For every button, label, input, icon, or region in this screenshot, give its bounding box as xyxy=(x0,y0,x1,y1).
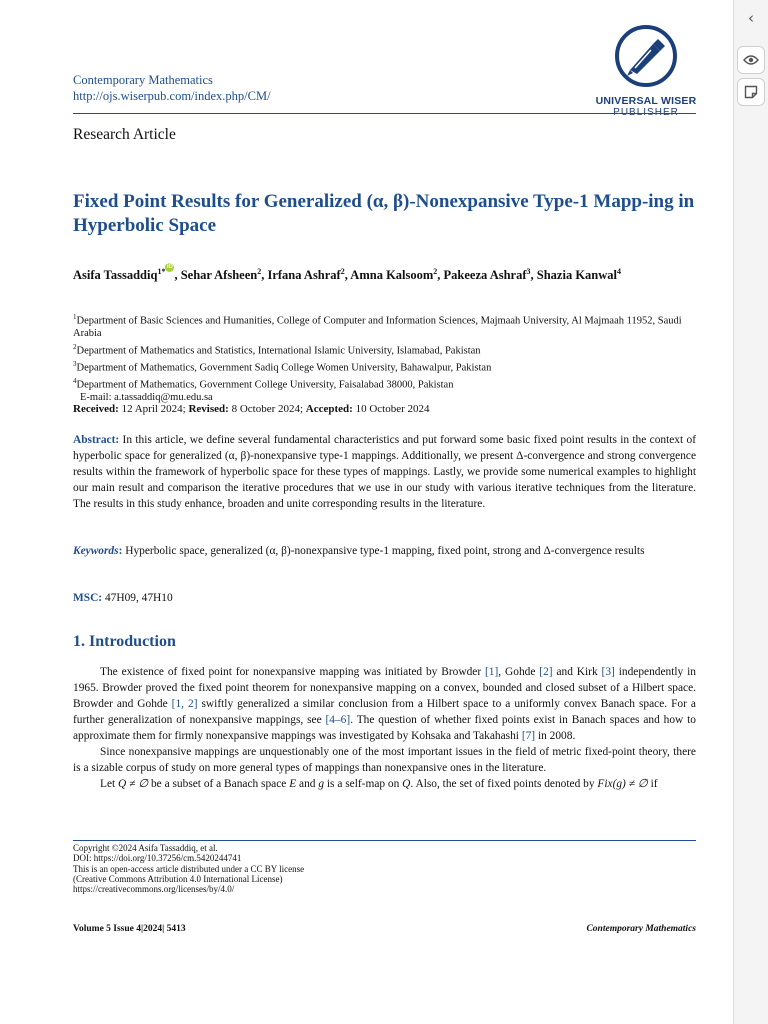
note-icon xyxy=(744,85,758,99)
author-affil-sup: 2 xyxy=(433,267,438,276)
affiliation-text: Department of Mathematics, Government College University, Faisalabad 38000, Pakistan xyxy=(76,379,454,390)
author-list xyxy=(73,263,696,284)
citation-link[interactable]: [3] xyxy=(601,666,615,678)
journal-header xyxy=(73,72,271,104)
math-inline: Fix(g) ≠ ∅ xyxy=(597,778,648,790)
copyright-line: This is an open-access article distributed under a CC BY license xyxy=(73,863,305,874)
msc-codes xyxy=(73,592,173,604)
publisher-name-line2: PUBLISHER xyxy=(613,107,679,118)
author-affil-sup: 2 xyxy=(340,267,345,276)
citation-link[interactable]: [1, 2] xyxy=(171,698,198,710)
author-name: Pakeeza Ashraf xyxy=(443,268,527,283)
article-type: Research Article xyxy=(73,126,176,143)
author-name: Irfana Ashraf xyxy=(267,268,341,283)
collapse-button[interactable] xyxy=(737,4,765,32)
pen-nib-logo-icon xyxy=(613,24,679,88)
math-inline: g xyxy=(318,778,325,790)
author-affil-sup: 3 xyxy=(526,267,531,276)
abstract xyxy=(73,432,696,512)
revised-label: Revised: xyxy=(188,403,229,415)
abstract-label: Abstract: xyxy=(73,434,120,446)
view-button[interactable] xyxy=(737,46,765,74)
math-inline: E xyxy=(289,778,297,790)
revised-date: 8 October 2024; xyxy=(231,403,304,415)
license-link[interactable]: https://creativecommons.org/licenses/by/4.0/ xyxy=(73,884,235,895)
publisher-name-line1: UNIVERSAL WISER xyxy=(595,95,697,107)
affiliation-text: Department of Mathematics and Statistics, International Islamic University, Islamabad, Pakistan xyxy=(76,345,481,356)
affiliation-item xyxy=(73,341,696,358)
affiliation-sup: 2 xyxy=(73,342,77,351)
note-button[interactable] xyxy=(737,78,765,106)
chevron-left-icon: ‹ xyxy=(748,9,754,27)
affiliation-text: Department of Mathematics, Government Sadiq College Women University, Bahawalpur, Pakistan xyxy=(76,362,492,373)
affiliation-sup: 4 xyxy=(73,376,77,385)
author-separator: , xyxy=(530,268,537,283)
msc-label: MSC: xyxy=(73,592,103,604)
citation-link[interactable]: [2] xyxy=(539,666,553,678)
footer-rule xyxy=(73,840,696,841)
accepted-date: 10 October 2024 xyxy=(355,403,430,415)
author-separator: , xyxy=(344,268,351,283)
received-label: Received: xyxy=(73,403,119,415)
author-name: Shazia Kanwal xyxy=(536,268,618,283)
copyright-line: Copyright ©2024 Asifa Tassaddiq, et al. xyxy=(73,843,218,853)
footer-journal: Contemporary Mathematics xyxy=(586,924,696,934)
affiliation-item xyxy=(73,375,696,392)
author-name: Asifa Tassaddiq xyxy=(73,268,158,283)
author-separator: , xyxy=(261,268,268,283)
footer-volume: Volume 5 Issue 4|2024| 5413 xyxy=(73,924,186,934)
corresponding-email[interactable]: E-mail: a.tassaddiq@mu.edu.sa xyxy=(80,391,213,403)
affiliations xyxy=(73,311,696,404)
article-dates xyxy=(73,403,430,415)
paragraph: The existence of fixed point for nonexpansive mapping was initiated by Browder [1], Gohde [2] and Kirk [3] independently in 1965. Browder proved the fixed point theorem for nonexpansive mapping on a convex, bounded and closed subset of a Hilbert space. Browder and Gohde [1, 2] swiftly generalized a similar conclusion from a Hilbert space to a uniformly convex Banach space. For a further generalization of nonexpansive mappings, see [4–6]. The question of whether fixed points exist in Banach spaces and how to approximate them for firmly nonexpansive mappings was investigated by Kohsaka and Takahashi [7] in 2008. xyxy=(73,666,696,742)
affiliation-item xyxy=(73,358,696,375)
eye-icon xyxy=(743,54,759,66)
citation-link[interactable]: [1] xyxy=(485,666,499,678)
author-name: Sehar Afsheen xyxy=(180,268,258,283)
author-affil-sup: 4 xyxy=(617,267,622,276)
citation-link[interactable]: [7] xyxy=(521,730,536,742)
copyright-line: (Creative Commons Attribution 4.0 International License) xyxy=(73,873,283,884)
affiliation-sup: 3 xyxy=(73,359,77,368)
accepted-label: Accepted: xyxy=(305,403,353,415)
journal-name: Contemporary Mathematics xyxy=(73,73,213,87)
citation-link[interactable]: [4–6] xyxy=(325,714,351,726)
author-name: Amna Kalsoom xyxy=(350,268,434,283)
publisher-logo xyxy=(594,24,698,118)
article-title: Fixed Point Results for Generalized (α, β)-Nonexpansive Type-1 Mapp-ing in Hyperbolic Space xyxy=(73,191,695,236)
math-inline: Q xyxy=(402,778,411,790)
affiliation-item xyxy=(73,311,696,341)
section-heading-introduction: 1. Introduction xyxy=(73,633,176,650)
viewer-side-rail xyxy=(733,0,768,1024)
author-separator: , xyxy=(437,268,444,283)
doi-link[interactable]: DOI: https://doi.org/10.37256/cm.5420244741 xyxy=(73,853,242,864)
abstract-text: In this article, we define several fundamental characteristics and put forward some basic fixed point results in the context of hyperbolic space for generalized (α, β)-nonexpansive type-1 mappings. Additionally, we present Δ-convergence and strong convergence results within the framework of hyperbolic space for these types of mappings. Lastly, we provide some numerical examples to highlight our main result and comparison the iterative procedures that we use in our study with various iterative techniques from the literature. The results in this study enhance, broaden and unite corresponding results in the literature. xyxy=(73,434,696,510)
keywords: Keywords: Hyperbolic space, generalized (α, β)-nonexpansive type-1 mapping, fixed point, strong and Δ-convergence results xyxy=(73,545,645,557)
affiliation-text: Department of Basic Sciences and Humanities, College of Computer and Information Sciences, Majmaah University, Al Majmaah 11952, Saudi Arabia xyxy=(73,315,682,339)
orcid-icon[interactable]: iD xyxy=(166,264,173,270)
copyright-block xyxy=(73,843,304,894)
header-rule xyxy=(73,113,696,114)
journal-url[interactable]: http://ojs.wiserpub.com/index.php/CM/ xyxy=(73,89,271,103)
affiliation-sup: 1 xyxy=(73,313,77,321)
author-affil-sup: 2 xyxy=(257,267,262,276)
received-date: 12 April 2024; xyxy=(121,403,186,415)
paragraph: Let Q ≠ ∅ be a subset of a Banach space E and g is a self-map on Q. Also, the set of fixed points denoted by Fix(g) ≠ ∅ if xyxy=(100,778,658,790)
keywords-text: Hyperbolic space, generalized (α, β)-nonexpansive type-1 mapping, fixed point, strong and Δ-convergence results xyxy=(125,545,645,557)
paragraph: Since nonexpansive mappings are unquestionably one of the most important issues in the field of metric fixed-point theory, there is a sizable corpus of study on more general types of mappings than nonexpansive ones in the literature. xyxy=(73,746,696,774)
author-separator: , xyxy=(174,268,181,283)
introduction-body xyxy=(73,664,696,792)
msc-text: 47H09, 47H10 xyxy=(104,592,173,604)
math-inline: Q ≠ ∅ xyxy=(118,778,149,790)
keywords-label: Keywords xyxy=(73,545,119,557)
author-affil-sup: 1* xyxy=(157,267,166,276)
